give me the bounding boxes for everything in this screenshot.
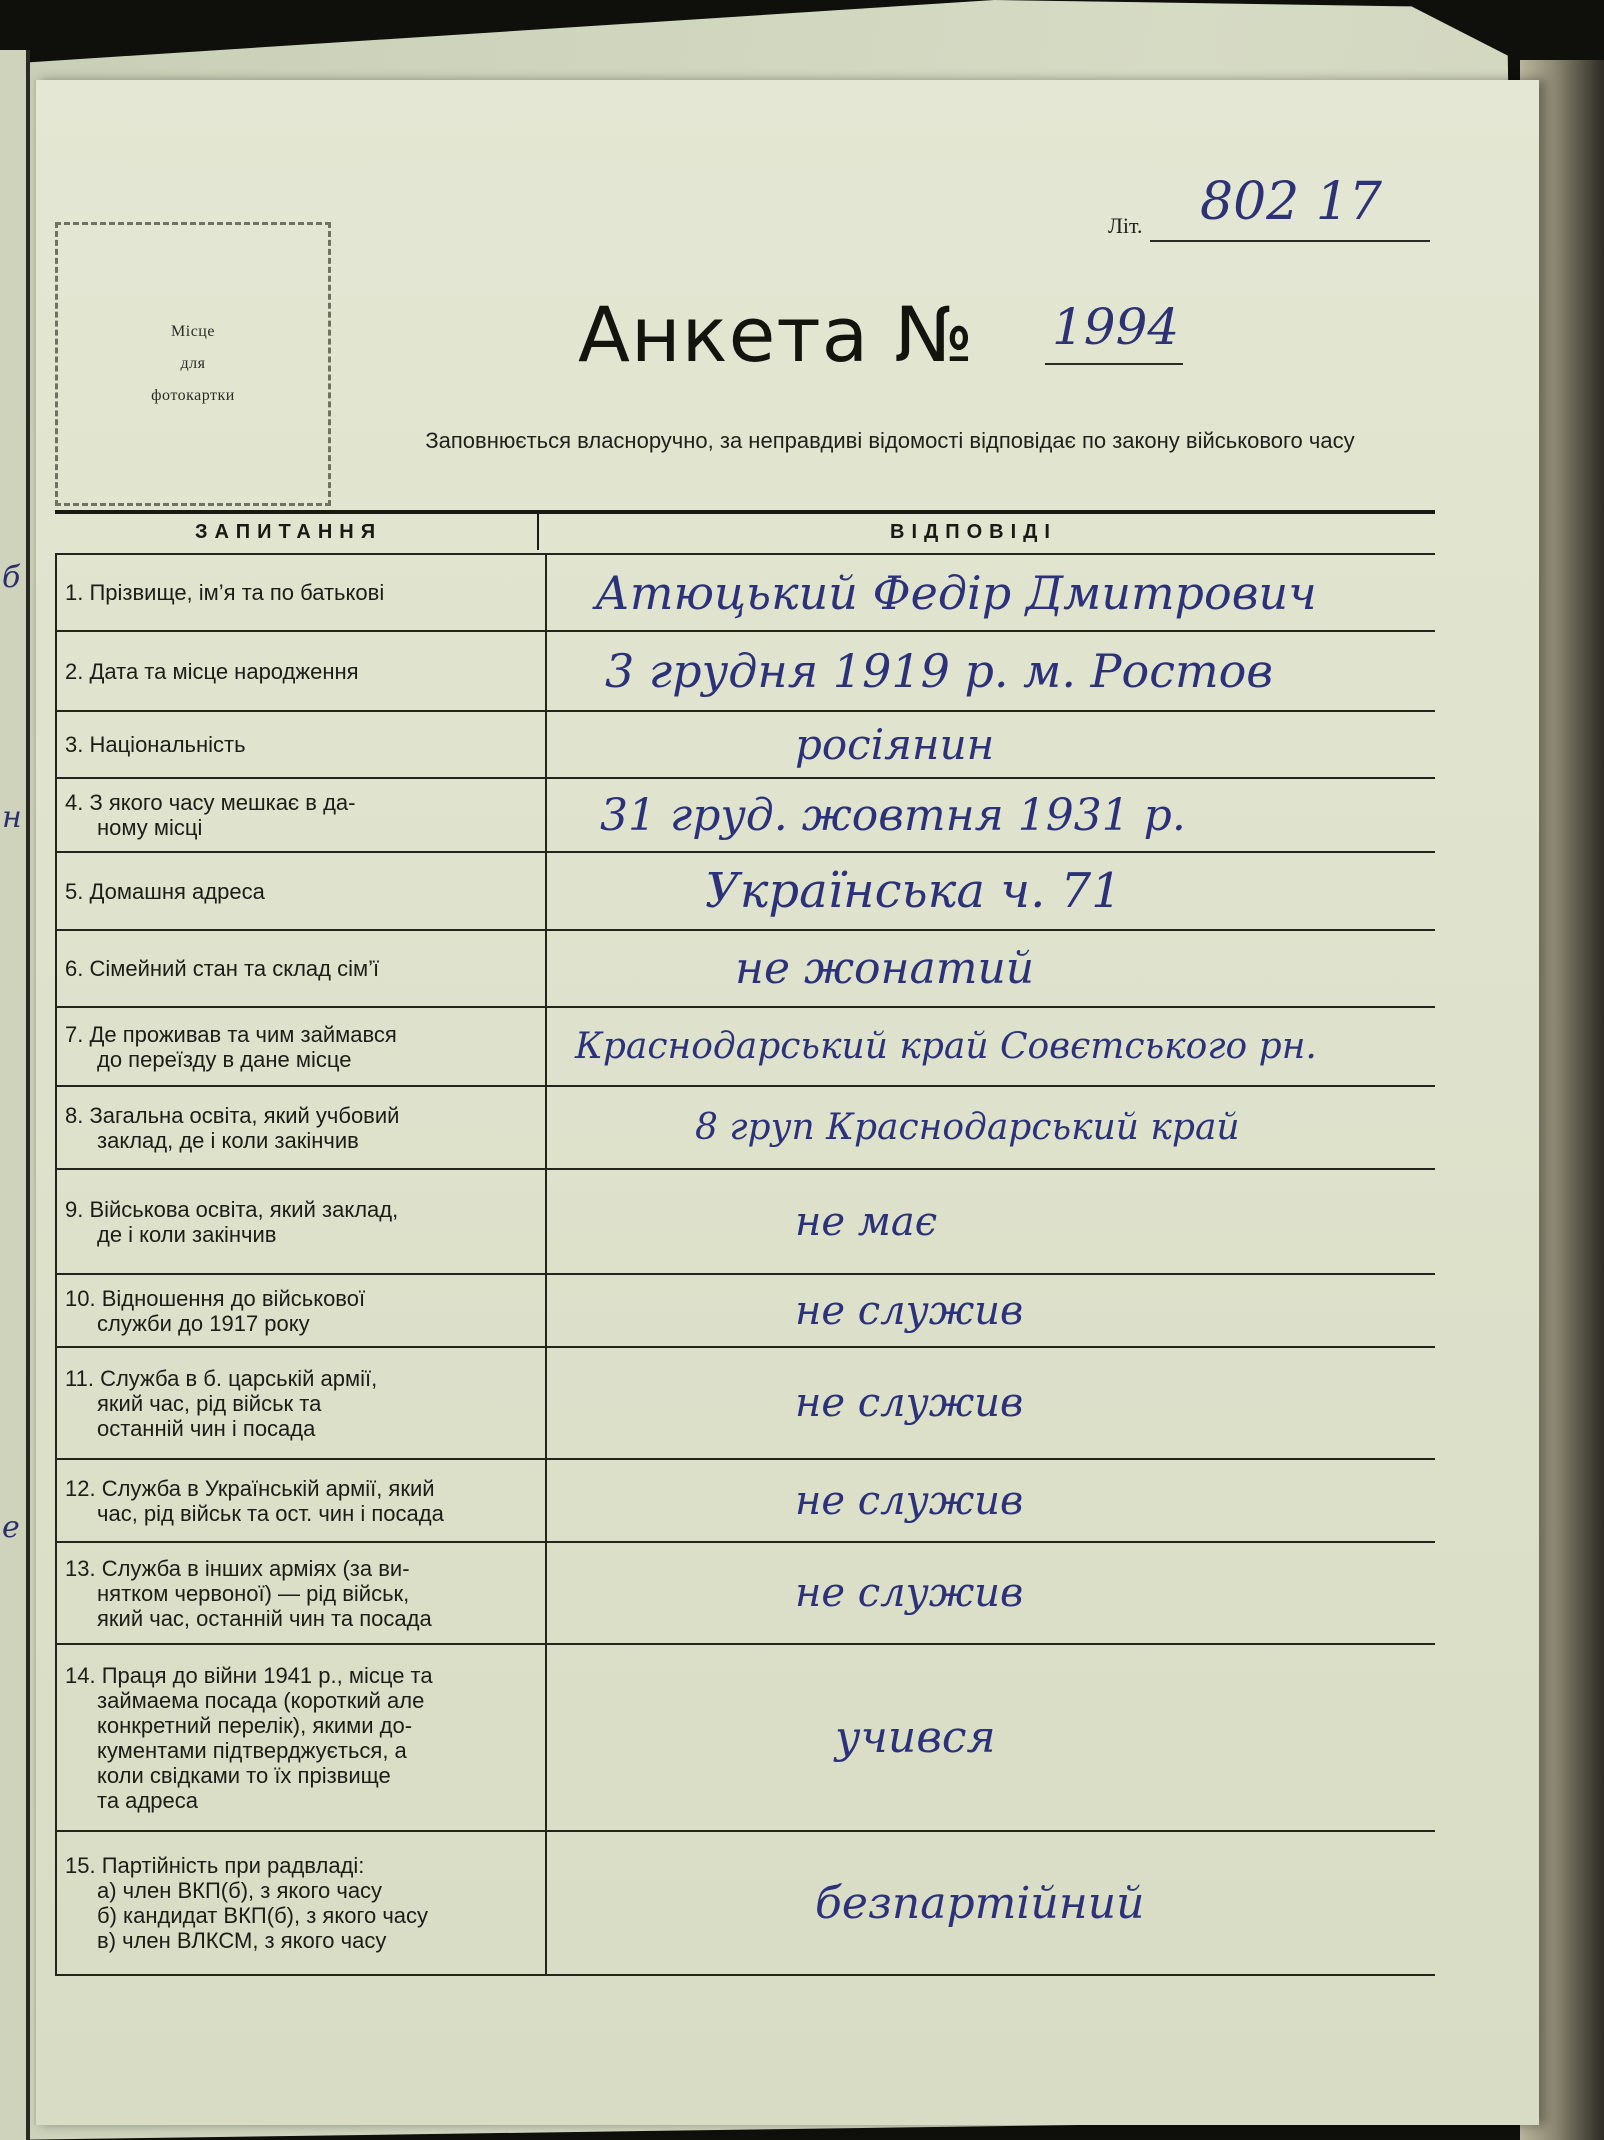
answer-cell: [555, 1832, 1435, 1974]
margin-handwriting: н: [2, 800, 22, 835]
answer-handwriting: не служив: [795, 1287, 1024, 1334]
form-row: [55, 1085, 1435, 1168]
answer-handwriting: не жонатий: [735, 943, 1035, 994]
question-cell: [55, 779, 547, 851]
answer-handwriting: безпартійний: [815, 1877, 1145, 1929]
question-text: в) член ВЛКСМ, з якого часу: [97, 1928, 387, 1953]
question-text: 5. Домашня адреса: [65, 878, 265, 904]
question-cell: [55, 1087, 547, 1168]
answer-cell: [555, 1460, 1435, 1541]
answer-cell: [555, 712, 1435, 777]
question-text: час, рід військ та ост. чин і посада: [97, 1500, 444, 1526]
photo-placeholder: [55, 222, 331, 506]
question-text: 7. Де проживав та чим займався: [65, 1021, 397, 1047]
table-left-border: [55, 553, 57, 1974]
question-text: 11. Служба в б. царській армії,: [65, 1365, 378, 1391]
form-row: [55, 1541, 1435, 1643]
margin-handwriting: е: [2, 1510, 20, 1545]
form-row: [55, 1273, 1435, 1346]
question-text: 14. Праця до війни 1941 р., місце та: [65, 1662, 433, 1688]
form-row: [55, 1346, 1435, 1458]
form-title: Анкета №: [578, 290, 975, 379]
answer-cell: [555, 1543, 1435, 1643]
left-page-edge: [0, 50, 30, 2140]
answer-cell: [555, 1645, 1435, 1830]
lit-value: 802 17: [1200, 172, 1382, 232]
question-text: 3. Національність: [65, 732, 246, 757]
margin-handwriting: б: [2, 560, 21, 595]
questions-column-header: ЗАПИТАННЯ: [195, 521, 383, 543]
answer-handwriting: Атюцький Федір Дмитрович: [595, 565, 1317, 620]
answer-handwriting: Українська ч. 71: [705, 863, 1122, 919]
answer-cell: [555, 779, 1435, 851]
question-text: 4. З якого часу мешкає в да-: [65, 790, 356, 815]
question-cell: [55, 853, 547, 929]
question-text: б) кандидат ВКП(б), з якого часу: [97, 1903, 429, 1928]
answer-handwriting: 31 груд. жовтня 1931 р.: [600, 789, 1186, 841]
answer-cell: [555, 1170, 1435, 1273]
question-text: 2. Дата та місце народження: [65, 658, 359, 684]
question-text: конкретний перелік), якими до-: [97, 1712, 413, 1738]
question-cell: [55, 1460, 547, 1541]
question-cell: [55, 555, 547, 630]
question-text: 1. Прізвище, ім’я та по батькові: [65, 580, 385, 605]
form-row: [55, 929, 1435, 1006]
answer-handwriting: не служив: [795, 1477, 1024, 1524]
photo-label-line: для: [180, 355, 206, 372]
question-text: який час, останній чин та посада: [97, 1605, 432, 1631]
question-cell: [55, 931, 547, 1006]
question-text: 13. Служба в інших арміях (за ви-: [65, 1555, 410, 1581]
form-instructions: Заповнюється власноручно, за неправдиві відомості відповідає по закону військового часу: [425, 428, 1355, 453]
answer-cell: [555, 555, 1435, 630]
answer-cell: [555, 1008, 1435, 1085]
table-bottom-rule: [55, 1974, 1435, 1976]
question-cell: [55, 1832, 547, 1974]
photo-label-line: фотокартки: [151, 387, 235, 404]
question-text: та адреса: [97, 1787, 198, 1813]
title-number-underline: [1045, 363, 1183, 365]
answer-handwriting: не служив: [795, 1570, 1024, 1616]
form-number: 1994: [1052, 298, 1180, 356]
question-text: 10. Відношення до військової: [65, 1285, 366, 1311]
answer-handwriting: учився: [835, 1712, 996, 1763]
question-cell: [55, 1170, 547, 1273]
answers-column-header: ВІДПОВІДІ: [890, 521, 1057, 543]
answer-handwriting: 3 грудня 1919 р. м. Ростов: [605, 644, 1274, 698]
form-row: [55, 1643, 1435, 1830]
answer-cell: [555, 632, 1435, 710]
question-text: а) член ВКП(б), з якого часу: [97, 1878, 383, 1903]
form-row: [55, 1458, 1435, 1541]
question-text: до переїзду в дане місце: [97, 1046, 352, 1072]
question-text: займаема посада (короткий але: [97, 1687, 425, 1713]
answer-cell: [555, 931, 1435, 1006]
form-row: [55, 777, 1435, 851]
question-cell: [55, 712, 547, 777]
form-row: [55, 851, 1435, 929]
form-row: [55, 1168, 1435, 1273]
question-cell: [55, 1645, 547, 1830]
answer-cell: [555, 853, 1435, 929]
question-text: служби до 1917 року: [97, 1310, 310, 1336]
column-divider: [537, 514, 539, 550]
form-row: [55, 553, 1435, 630]
answer-handwriting: 8 груп Краснодарський край: [695, 1107, 1240, 1148]
form-row: [55, 1006, 1435, 1085]
question-text: останній чин і посада: [97, 1415, 316, 1441]
question-text: 15. Партійність при радвладі:: [65, 1853, 365, 1878]
answer-handwriting: Краснодарський край Совєтського рн.: [575, 1026, 1317, 1067]
header-rule: [55, 510, 1435, 514]
question-text: нятком червоної) — рід військ,: [97, 1580, 410, 1606]
question-cell: [55, 1543, 547, 1643]
answer-cell: [555, 1087, 1435, 1168]
question-text: заклад, де і коли закінчив: [97, 1127, 359, 1153]
form-row: [55, 1830, 1435, 1974]
question-text: 8. Загальна освіта, який учбовий: [65, 1102, 400, 1128]
answer-handwriting: не має: [795, 1198, 938, 1245]
question-cell: [55, 632, 547, 710]
question-cell: [55, 1275, 547, 1346]
answer-cell: [555, 1348, 1435, 1458]
form-row: [55, 710, 1435, 777]
answer-handwriting: не служив: [795, 1380, 1024, 1426]
question-cell: [55, 1348, 547, 1458]
question-cell: [55, 1008, 547, 1085]
question-text: 12. Служба в Українській армії, який: [65, 1475, 435, 1501]
question-text: коли свідками то їх прізвище: [97, 1762, 391, 1788]
photo-label-line: Місце: [171, 323, 215, 340]
question-text: кументами підтверджується, а: [97, 1737, 407, 1763]
form-row: [55, 630, 1435, 710]
question-text: 9. Військова освіта, який заклад,: [65, 1196, 399, 1222]
lit-label: Літ.: [1108, 213, 1143, 238]
question-text: 6. Сімейний стан та склад сім’ї: [65, 956, 380, 981]
question-text: який час, рід військ та: [97, 1390, 322, 1416]
lit-underline: [1150, 240, 1430, 242]
answer-cell: [555, 1275, 1435, 1346]
question-text: ному місці: [97, 815, 203, 840]
answer-handwriting: росіянин: [795, 720, 995, 769]
question-text: де і коли закінчив: [97, 1221, 277, 1247]
